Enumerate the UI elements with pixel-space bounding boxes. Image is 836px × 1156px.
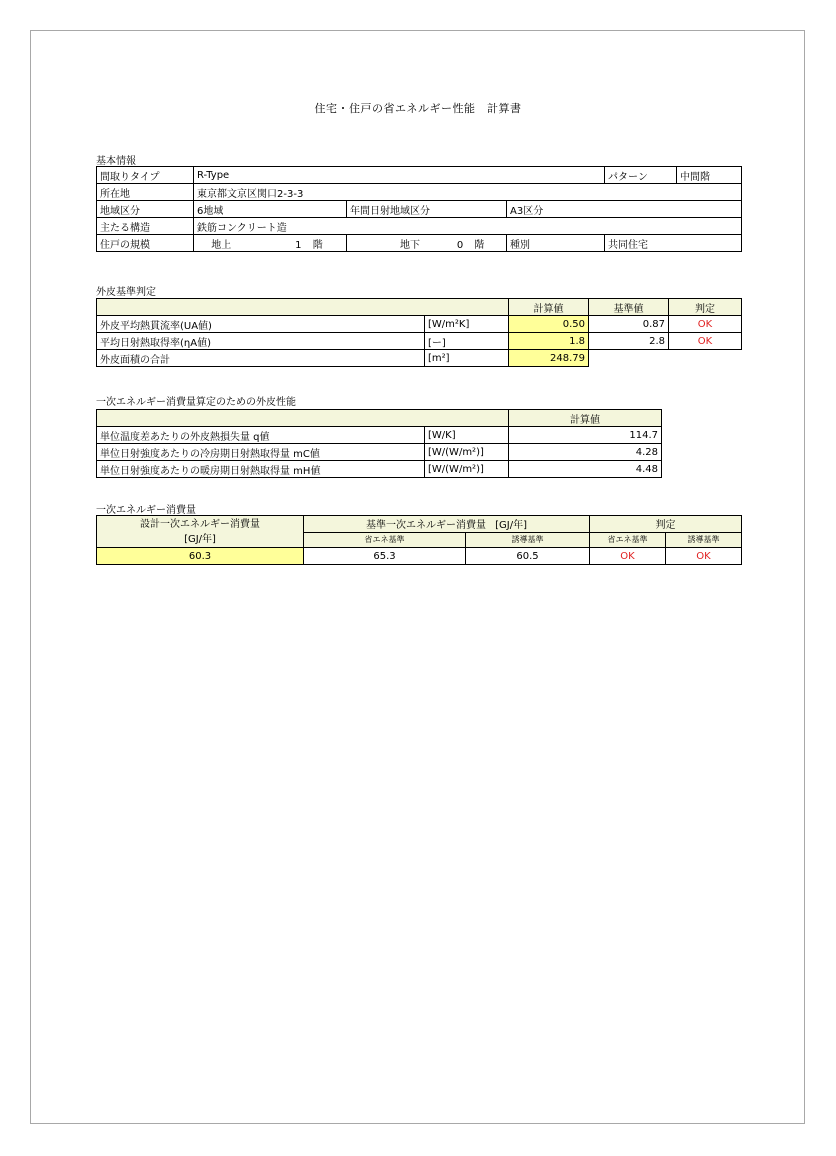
below-ground-label: 地下 — [400, 239, 420, 251]
eta-label: 平均日射熱取得率(ηA値) — [97, 333, 425, 350]
table-row — [97, 184, 742, 201]
table-row — [97, 333, 742, 350]
below-ground-value: 0 — [456, 239, 464, 251]
scale-label: 住戸の規模 — [97, 235, 194, 252]
above-ground-label: 地上 — [194, 235, 249, 252]
structure-value: 鉄筋コンクリート造 — [194, 218, 742, 235]
design-energy-unit: [GJ/年] — [184, 533, 216, 545]
address-label: 所在地 — [97, 184, 194, 201]
table-row — [97, 299, 742, 316]
energy-section-title: 一次エネルギー消費量 — [96, 505, 196, 516]
ua-standard-value: 0.87 — [589, 316, 669, 333]
mc-label: 単位日射強度あたりの冷房期日射熱取得量 mC値 — [97, 444, 425, 461]
mh-unit: [W/(W/m²)] — [425, 461, 509, 478]
envelope-calc-header: 計算値 — [509, 299, 589, 316]
q-label: 単位温度差あたりの外皮熱損失量 q値 — [97, 427, 425, 444]
area-calc-value: 248.79 — [509, 350, 589, 367]
judge-energy-subheader: 省エネ基準 — [590, 532, 666, 547]
induce-standard-value: 60.5 — [466, 548, 590, 565]
below-ground-unit: 階 — [474, 239, 485, 251]
mc-unit: [W/(W/m²)] — [425, 444, 509, 461]
design-energy-label: 設計一次エネルギー消費量 — [140, 518, 260, 530]
mh-calc-value: 4.48 — [509, 461, 662, 478]
primary-perf-table — [96, 409, 662, 478]
building-type-label: 種別 — [507, 235, 605, 252]
table-row — [97, 427, 662, 444]
eta-standard-value: 2.8 — [589, 333, 669, 350]
standard-energy-header — [304, 516, 590, 533]
table-row — [97, 548, 742, 565]
envelope-judge-header: 判定 — [669, 299, 742, 316]
table-row — [97, 444, 662, 461]
design-energy-header — [97, 516, 304, 548]
pattern-label: パターン — [605, 167, 677, 184]
area-label: 外皮面積の合計 — [97, 350, 425, 367]
pattern-value: 中間階 — [677, 167, 742, 184]
floorplan-type-label: 間取りタイプ — [97, 167, 194, 184]
ua-calc-value: 0.50 — [509, 316, 589, 333]
document-title: 住宅・住戸の省エネルギー性能 計算書 — [314, 102, 522, 115]
envelope-header-blank — [97, 299, 509, 316]
above-ground-value: 1 — [295, 239, 302, 251]
below-ground-cell — [347, 235, 507, 252]
induce-standard-subheader: 誘導基準 — [466, 532, 590, 547]
primary-perf-calc-header: 計算値 — [509, 410, 662, 427]
eta-judge: OK — [669, 333, 742, 350]
envelope-table — [96, 298, 742, 367]
basic-info-table — [96, 166, 742, 252]
floorplan-type-value: R-Type — [194, 167, 605, 184]
standard-energy-label: 基準一次エネルギー消費量 — [365, 520, 486, 532]
area-empty-cell — [589, 350, 742, 367]
ua-unit: [W/m²K] — [425, 316, 509, 333]
envelope-standard-header: 基準値 — [589, 299, 669, 316]
basic-section-title: 基本情報 — [96, 156, 136, 167]
eta-calc-value: 1.8 — [509, 333, 589, 350]
address-value: 東京都文京区関口2-3-3 — [194, 184, 742, 201]
energy-standard-subheader: 省エネ基準 — [304, 532, 466, 547]
region-label: 地域区分 — [97, 201, 194, 218]
mc-calc-value: 4.28 — [509, 444, 662, 461]
solar-region-value: A3区分 — [507, 201, 742, 218]
envelope-section-title: 外皮基準判定 — [96, 287, 156, 298]
mh-label: 単位日射強度あたりの暖房期日射熱取得量 mH値 — [97, 461, 425, 478]
primary-perf-header-blank — [97, 410, 509, 427]
region-value: 6地域 — [194, 201, 347, 218]
table-row — [97, 167, 742, 184]
q-calc-value: 114.7 — [509, 427, 662, 444]
energy-table — [96, 515, 742, 565]
above-ground-unit: 階 — [312, 239, 323, 251]
standard-energy-unit: [GJ/年] — [495, 520, 528, 532]
structure-label: 主たる構造 — [97, 218, 194, 235]
table-row — [97, 410, 662, 427]
q-unit: [W/K] — [425, 427, 509, 444]
eta-unit: [ー] — [425, 333, 509, 350]
primary-perf-section-title: 一次エネルギー消費量算定のための外皮性能 — [96, 397, 296, 408]
judge-induce-subheader: 誘導基準 — [666, 532, 742, 547]
energy-judge-header: 判定 — [590, 516, 742, 533]
ua-label: 外皮平均熱貫流率(UA値) — [97, 316, 425, 333]
area-unit: [m²] — [425, 350, 509, 367]
table-row — [97, 316, 742, 333]
energy-standard-value: 65.3 — [304, 548, 466, 565]
table-row — [97, 461, 662, 478]
above-ground-cell — [249, 235, 347, 252]
ua-judge: OK — [669, 316, 742, 333]
table-row — [97, 516, 742, 533]
table-row — [97, 350, 742, 367]
design-energy-value: 60.3 — [97, 548, 304, 565]
table-row — [97, 235, 742, 252]
table-row — [97, 201, 742, 218]
building-type-value: 共同住宅 — [605, 235, 742, 252]
judge-energy-value: OK — [590, 548, 666, 565]
judge-induce-value: OK — [666, 548, 742, 565]
table-row — [97, 218, 742, 235]
solar-region-label: 年間日射地域区分 — [347, 201, 507, 218]
